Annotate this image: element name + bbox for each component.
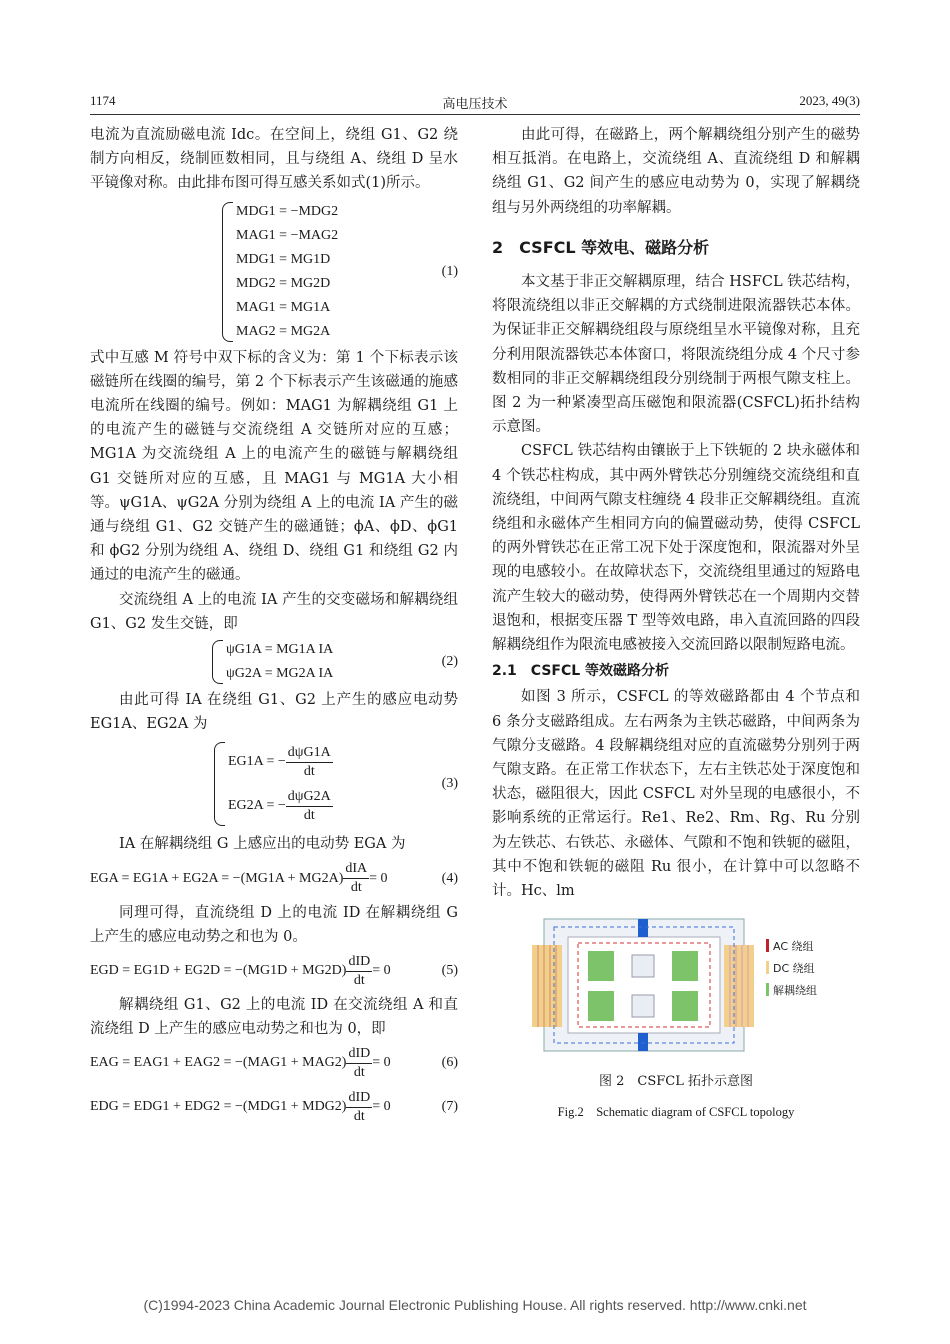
legend-label-decoupling: 解耦绕组 [773, 984, 817, 998]
equation-2 [90, 638, 458, 686]
subsection-heading: 2.1 CSFCL 等效磁路分析 [492, 663, 670, 680]
fraction-numerator: dIA [343, 860, 369, 879]
figure-2 [492, 915, 860, 1124]
equation-line: MAG1 = MG1A [236, 299, 331, 315]
equation-lhs: EGA = EG1A + EG2A = −(MG1A + MG2A) [90, 870, 344, 886]
equation-lhs: EGD = EG1D + EG2D = −(MG1D + MG2D) [90, 962, 347, 978]
left-brace [214, 742, 225, 826]
equation-3 [90, 740, 458, 828]
fraction-denominator: dt [353, 1064, 365, 1080]
left-column [90, 123, 458, 1129]
equation-lhs: EDG = EDG1 + EDG2 = −(MDG1 + MDG2) [90, 1099, 347, 1115]
left-brace [212, 640, 223, 684]
ac-winding [532, 945, 562, 1027]
fraction-numerator: dψG1A [286, 744, 333, 763]
equation-rhs: = 0 [372, 962, 391, 978]
paragraph: 交流绕组 A 上的电流 IA 产生的交变磁场和解耦绕组 G1、G2 发生交链，即 [90, 591, 458, 632]
equation-lhs: EAG = EAG1 + EAG2 = −(MAG1 + MAG2) [90, 1055, 347, 1071]
paragraph: 式中互感 M 符号中双下标的含义为：第 1 个下标表示该磁链所在线圈的编号，第 2 个下标表示产生该磁通的施感电流所在线圈的编号。例如：MAG1 为解耦绕组 G1 上的电流产生的磁链与交流绕组 A 交链所对应的互感；MG1A 为交流绕组 A 上的电流产生的磁链与解耦绕组 G1 交链所对应的互感，且 MAG1 与 MG1A 大小相等。ψG1A、ψG2A 分别为绕组 A 上的电流 IA 产生的磁通与绕组 G1、G2 交链产生的磁通链；ϕA、ϕD、ϕG1 和 ϕG2 分别为绕组 A、绕组 D、绕组 G1 和绕组 G2 内通过的电流产生的磁通。 [90, 349, 458, 584]
section-heading: 2 CSFCL 等效电、磁路分析 [492, 237, 710, 257]
paragraph: 本文基于非正交解耦原理，结合 HSFCL 铁芯结构，将限流绕组以非正交解耦的方式绕制进限流器铁芯本体。为保证非正交解耦绕组段与原绕组呈水平镜像对称，且充分利用限流器铁芯本体窗口，将限流绕组分成 4 个尺寸参数相同的非正交解耦绕组段分别绕制于两根气隙支柱上。图 2 为一种紧凑型高压磁饱和限流器(CSFCL)拓扑结构示意图。 [492, 274, 860, 436]
equation-rhs: = 0 [372, 1099, 391, 1115]
gap-post [632, 995, 654, 1017]
paragraph: 电流为直流励磁电流 Idc。在空间上，绕组 G1、G2 绕制方向相反，绕制匝数相同，且与绕组 A、绕组 D 呈水平镜像对称。由此排布图可得互感关系如式(1)所示。 [90, 127, 458, 192]
equation-lhs: EG1A = − [228, 754, 286, 770]
equation-6 [90, 1041, 458, 1085]
equation-number: (4) [441, 870, 458, 886]
fraction-denominator: dt [353, 972, 365, 988]
figure-caption-cn: 图 2 CSFCL 拓扑示意图 [599, 1073, 753, 1089]
dc-winding [724, 945, 754, 1027]
left-brace [222, 202, 233, 342]
paragraph: CSFCL 铁芯结构由镶嵌于上下铁轭的 2 块永磁体和 4 个铁芯柱构成，其中两外臂铁芯分别缠绕交流绕组和直流绕组，中间两气隙支柱缠绕 4 段非正交解耦绕组。直流绕组和永磁体产生相同方向的偏置磁动势，使得 CSFCL 的两外臂铁芯在正常工况下处于深度饱和，限流器对外呈现的电感较小。在故障状态下，交流绕组里通过的短路电流产生较大的磁动势，使得两外臂铁芯在一个周期内交替退饱和，根据变压器 T 型等效电路，串入直流回路的四段解耦绕组作为限流电感被接入交流回路以限制短路电流。 [492, 443, 860, 654]
paragraph: 由此可得，在磁路上，两个解耦绕组分别产生的磁势相互抵消。在电路上，交流绕组 A、直流绕组 D 和解耦绕组 G1、G2 间产生的感应电动势为 0，实现了解耦绕组与另外两绕组的功率解耦。 [492, 127, 860, 216]
equation-line: MAG2 = MG2A [236, 323, 331, 339]
fraction-numerator: dID [346, 1089, 372, 1108]
equation-4 [90, 857, 458, 901]
paragraph: 同理可得，直流绕组 D 上的电流 ID 在解耦绕组 G 上产生的感应电动势之和也为 0。 [90, 904, 458, 945]
equation-5 [90, 949, 458, 993]
paragraph: 由此可得 IA 在绕组 G1、G2 上产生的感应电动势 EG1A、EG2A 为 [90, 692, 458, 733]
volume-info: 2023, 49(3) [799, 93, 860, 108]
fraction-numerator: dψG2A [286, 788, 333, 807]
fraction-denominator: dt [303, 807, 315, 823]
equation-line: MDG1 = −MDG2 [236, 203, 339, 219]
equation-number: (6) [441, 1055, 458, 1071]
equation-number: (7) [441, 1099, 458, 1115]
legend-label-ac: AC 绕组 [773, 940, 814, 954]
fraction-denominator: dt [350, 880, 362, 896]
equation-1 [90, 200, 458, 344]
equation-number: (5) [441, 962, 458, 978]
page-number: 1174 [90, 93, 116, 108]
equation-number: (2) [441, 653, 458, 669]
decoupling-winding-segment [672, 951, 698, 981]
right-column [492, 123, 860, 1124]
decoupling-winding-segment [672, 991, 698, 1021]
permanent-magnet-top [638, 919, 648, 937]
equation-7 [90, 1085, 458, 1129]
equation-lhs: EG2A = − [228, 798, 286, 814]
paragraph: 如图 3 所示，CSFCL 的等效磁路都由 4 个节点和 6 条分支磁路组成。左右两条为主铁芯磁路，中间两条为气隙分支磁路。4 段解耦绕组对应的直流磁势分别列于两气隙支路。在正常工作状态下，左右主铁芯处于深度饱和状态，磁阻很大，因此 CSFCL 对外呈现的电感很小，不影响系统的正常运行。Re1、Re2、Rm、Rg、Ru 分别为左铁芯、右铁芯、永磁体、气隙和不饱和铁轭的磁阻，其中不饱和铁轭的磁阻 Ru 很小，在计算中可以忽略不计。Hc、lm [492, 689, 860, 900]
decoupling-winding-segment [588, 991, 614, 1021]
legend-swatch-decoupling [766, 983, 769, 996]
equation-line: MDG2 = MG2D [236, 275, 331, 291]
legend-swatch-dc [766, 961, 769, 974]
fraction-denominator: dt [353, 1108, 365, 1124]
fraction-denominator: dt [303, 763, 315, 779]
fraction-numerator: dID [346, 1045, 372, 1064]
equation-line: ψG1A = MG1A IA [226, 642, 334, 658]
paragraph: 解耦绕组 G1、G2 上的电流 ID 在交流绕组 A 和直流绕组 D 上产生的感应电动势之和也为 0，即 [90, 997, 458, 1038]
decoupling-winding-segment [588, 951, 614, 981]
legend-label-dc: DC 绕组 [773, 962, 815, 976]
equation-line: ψG2A = MG2A IA [226, 666, 334, 682]
copyright-footer: (C)1994-2023 China Academic Journal Electronic Publishing House. All rights reserved. http://www.cnki.net [143, 1297, 807, 1313]
fraction-numerator: dID [346, 953, 372, 972]
paragraph: IA 在解耦绕组 G 上感应出的电动势 EGA 为 [119, 836, 406, 853]
legend-swatch-ac [766, 939, 769, 952]
equation-rhs: = 0 [369, 870, 388, 886]
equation-number: (1) [441, 263, 458, 279]
figure-caption-en: Fig.2 Schematic diagram of CSFCL topology [557, 1104, 795, 1119]
equation-number: (3) [441, 776, 458, 792]
equation-line: MAG1 = −MAG2 [236, 227, 339, 243]
equation-rhs: = 0 [372, 1055, 391, 1071]
permanent-magnet-bottom [638, 1033, 648, 1051]
journal-title: 高电压技术 [442, 97, 508, 112]
equation-line: MDG1 = MG1D [236, 251, 331, 267]
csfcl-topology-diagram [492, 915, 860, 1057]
gap-post [632, 955, 654, 977]
header-rule [90, 114, 860, 115]
